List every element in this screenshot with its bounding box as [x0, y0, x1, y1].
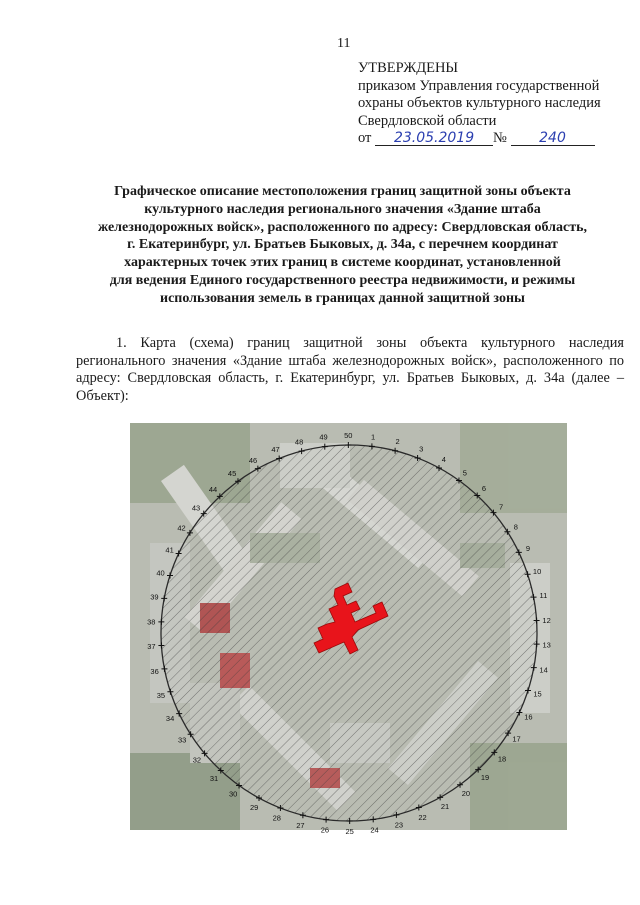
boundary-point-label: 36: [150, 666, 159, 676]
approval-heading: УТВЕРЖДЕНЫ: [358, 60, 459, 76]
title-line: использования земель в границах данной защитной зоны: [160, 290, 525, 306]
title-line: г. Екатеринбург, ул. Братьев Быковых, д. 34а, с перечнем координат: [127, 237, 558, 253]
boundary-point-label: 22: [418, 812, 427, 822]
title-line: для ведения Единого государственного реестра недвижимости, и режимы: [109, 272, 576, 288]
map-canvas: [130, 423, 567, 836]
boundary-point-label: 15: [533, 689, 542, 699]
section-1-paragraph: 1. Карта (схема) границ защитной зоны объекта культурного наследия регионального значения «Здание штаба железнодорожных войск», расположенного по адресу: Свердловская область, г. Екатеринбург, ул. Братьев Быковых, д. 34а (далее – Объект):: [76, 335, 624, 404]
approval-line-2: охраны объектов культурного наследия: [358, 95, 601, 111]
boundary-point-label: 17: [512, 734, 521, 744]
protection-zone-map: [130, 423, 567, 836]
boundary-point-label: 20: [461, 788, 471, 798]
boundary-point-label: 7: [499, 502, 504, 512]
boundary-point-label: 2: [395, 437, 400, 446]
boundary-point-label: 18: [497, 754, 507, 764]
boundary-point-label: 21: [440, 802, 450, 812]
boundary-point-label: 3: [419, 444, 424, 454]
boundary-point-label: 10: [532, 567, 542, 577]
boundary-point-label: 33: [178, 735, 187, 745]
boundary-point-label: 28: [272, 813, 281, 823]
boundary-point-label: 44: [208, 485, 218, 495]
order-date: 23.05.2019: [375, 131, 493, 146]
boundary-point-label: 12: [542, 615, 551, 625]
title-line: Графическое описание местоположения границ защитной зоны объекта: [114, 184, 571, 199]
approval-line-3: Свердловской области: [358, 112, 497, 129]
boundary-point-label: 27: [296, 821, 305, 830]
boundary-point-label: 48: [294, 437, 304, 447]
boundary-point-label: 11: [539, 591, 548, 601]
boundary-point-label: 37: [147, 642, 156, 652]
boundary-point-label: 43: [191, 503, 201, 513]
approval-date-line: [358, 130, 628, 148]
boundary-point-label: 13: [542, 640, 551, 650]
page-number: 11: [337, 36, 351, 51]
title-line: характерных точек этих границ в системе координат, установленной: [124, 255, 561, 271]
boundary-point-label: 16: [524, 712, 533, 722]
boundary-point-label: 46: [248, 455, 258, 465]
boundary-point-label: 30: [229, 789, 238, 799]
approval-line-1: приказом Управления государственной: [358, 77, 600, 94]
boundary-point-label: 19: [480, 772, 490, 782]
title-line: культурного наследия регионального значения «Здание штаба: [144, 201, 541, 217]
boundary-point-label: 25: [345, 827, 354, 836]
document-title: [60, 183, 625, 308]
boundary-point-label: 34: [165, 713, 175, 723]
boundary-point-label: 9: [525, 544, 530, 554]
boundary-point-label: 49: [319, 432, 328, 442]
approval-stamp: [358, 60, 628, 148]
boundary-point-label: 23: [394, 820, 404, 830]
boundary-point-label: 5: [462, 468, 467, 478]
boundary-point-label: 8: [513, 522, 518, 532]
boundary-point-label: 45: [227, 469, 237, 479]
boundary-point-label: 32: [192, 755, 202, 765]
boundary-point-label: 14: [539, 665, 548, 675]
boundary-point-label: 35: [156, 690, 166, 700]
boundary-point-label: 42: [177, 523, 186, 533]
boundary-point-label: 1: [371, 432, 376, 442]
boundary-point-label: 41: [165, 545, 174, 555]
boundary-point-label: 24: [370, 825, 379, 835]
date-prefix: от: [358, 130, 372, 146]
boundary-point-label: 31: [209, 773, 219, 783]
boundary-point-label: 4: [441, 455, 446, 465]
boundary-point-label: 40: [156, 568, 165, 578]
boundary-point-label: 6: [481, 484, 487, 494]
boundary-point-label: 26: [320, 825, 330, 835]
boundary-point-label: 47: [271, 445, 280, 455]
number-prefix: №: [493, 130, 507, 146]
order-number: 240: [511, 131, 595, 146]
boundary-point-label: 29: [250, 802, 259, 812]
boundary-point-label: 50: [344, 431, 353, 440]
title-line: железнодорожных войск», расположенного по адресу: Свердловская область,: [97, 219, 587, 235]
boundary-point-label: 39: [150, 592, 159, 602]
boundary-point-label: 38: [147, 617, 156, 627]
